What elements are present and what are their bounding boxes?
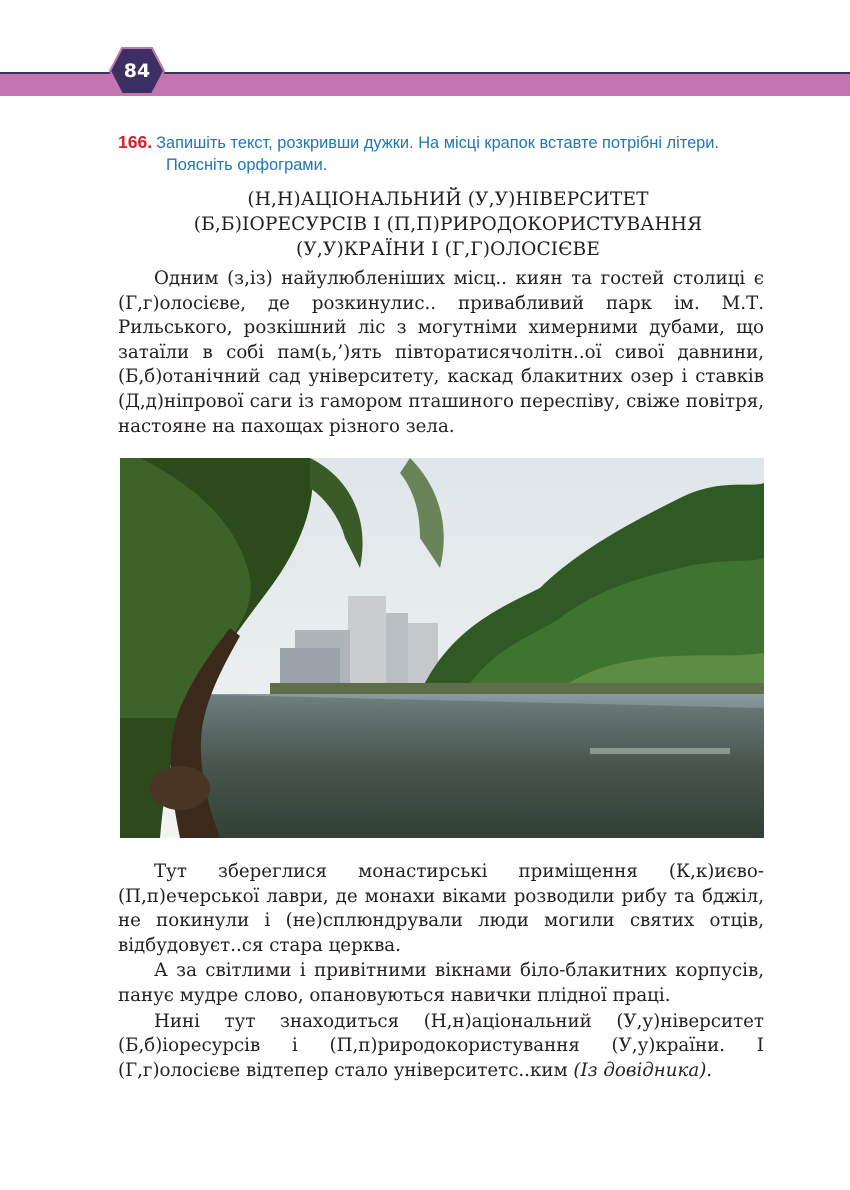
paragraph-4 xyxy=(118,1010,764,1084)
paragraph-2: Тут збереглися монастирські приміщення (К,к)иєво-(П,п)ечерської лаври, де монахи віками розводили рибу та бджіл, не покинули і (не)сплюндрували люди могили святих отців, відбудовуєт..ся стара церква. xyxy=(118,861,764,956)
paragraph-1: Одним (з,із) найулюбленіших місц.. киян та гостей столиці є (Г,г)олосієве, де розкинулис.. привабливий парк ім. М.Т. Рильського, розкішний ліс з могутніми химерними дубами, що затаїли в собі пам(ь,’)ять півторатисячолітн..ої сивої давнини, (Б,б)отанічний сад університету, каскад блакитних озер і ставків (Д,д)ніпрової саги із гамором пташиного переспіву, свіже повітря, настояне на пахощах різного зела. xyxy=(118,268,764,437)
exercise-instruction xyxy=(118,131,778,176)
exercise-number: 166. xyxy=(118,132,153,152)
text-block-bottom xyxy=(118,860,764,1083)
instruction-text-1: Запишіть текст, розкривши дужки. На місці крапок вставте потрібні літери. xyxy=(156,134,720,152)
title-line-1: (Н,Н)АЦІОНАЛЬНИЙ (У,У)НІВЕРСИТЕТ xyxy=(247,189,649,210)
exercise-line-1 xyxy=(118,131,778,154)
page-number-badge xyxy=(108,46,166,96)
page-number: 84 xyxy=(123,60,151,82)
title-line-2: (Б,Б)ІОРЕСУРСІВ І (П,П)РИРОДОКОРИСТУВАННЯ xyxy=(193,214,703,235)
paragraph-3: А за світлими і привітними вікнами біло-блакитних корпусів, панує мудре слово, опановуються навички плідної праці. xyxy=(118,960,764,1006)
park-lake-photo xyxy=(120,458,764,838)
title-line-3: (У,У)КРАЇНИ І (Г,Г)ОЛОСІЄВЕ xyxy=(296,239,600,260)
text-title xyxy=(118,187,778,262)
photo-illustration xyxy=(120,458,764,838)
text-block-top xyxy=(118,267,764,439)
paragraph-4-text: Нині тут знаходиться (Н,н)аціональний (У,у)ніверситет (Б,б)іоресурсів і (П,п)риродокористування (У,у)країни. І (Г,г)олосієве відтепер стало університетс..ким xyxy=(118,1010,764,1081)
instruction-text-2: Поясніть орфограми. xyxy=(166,156,328,174)
source-reference: (Із довідника). xyxy=(573,1059,713,1081)
